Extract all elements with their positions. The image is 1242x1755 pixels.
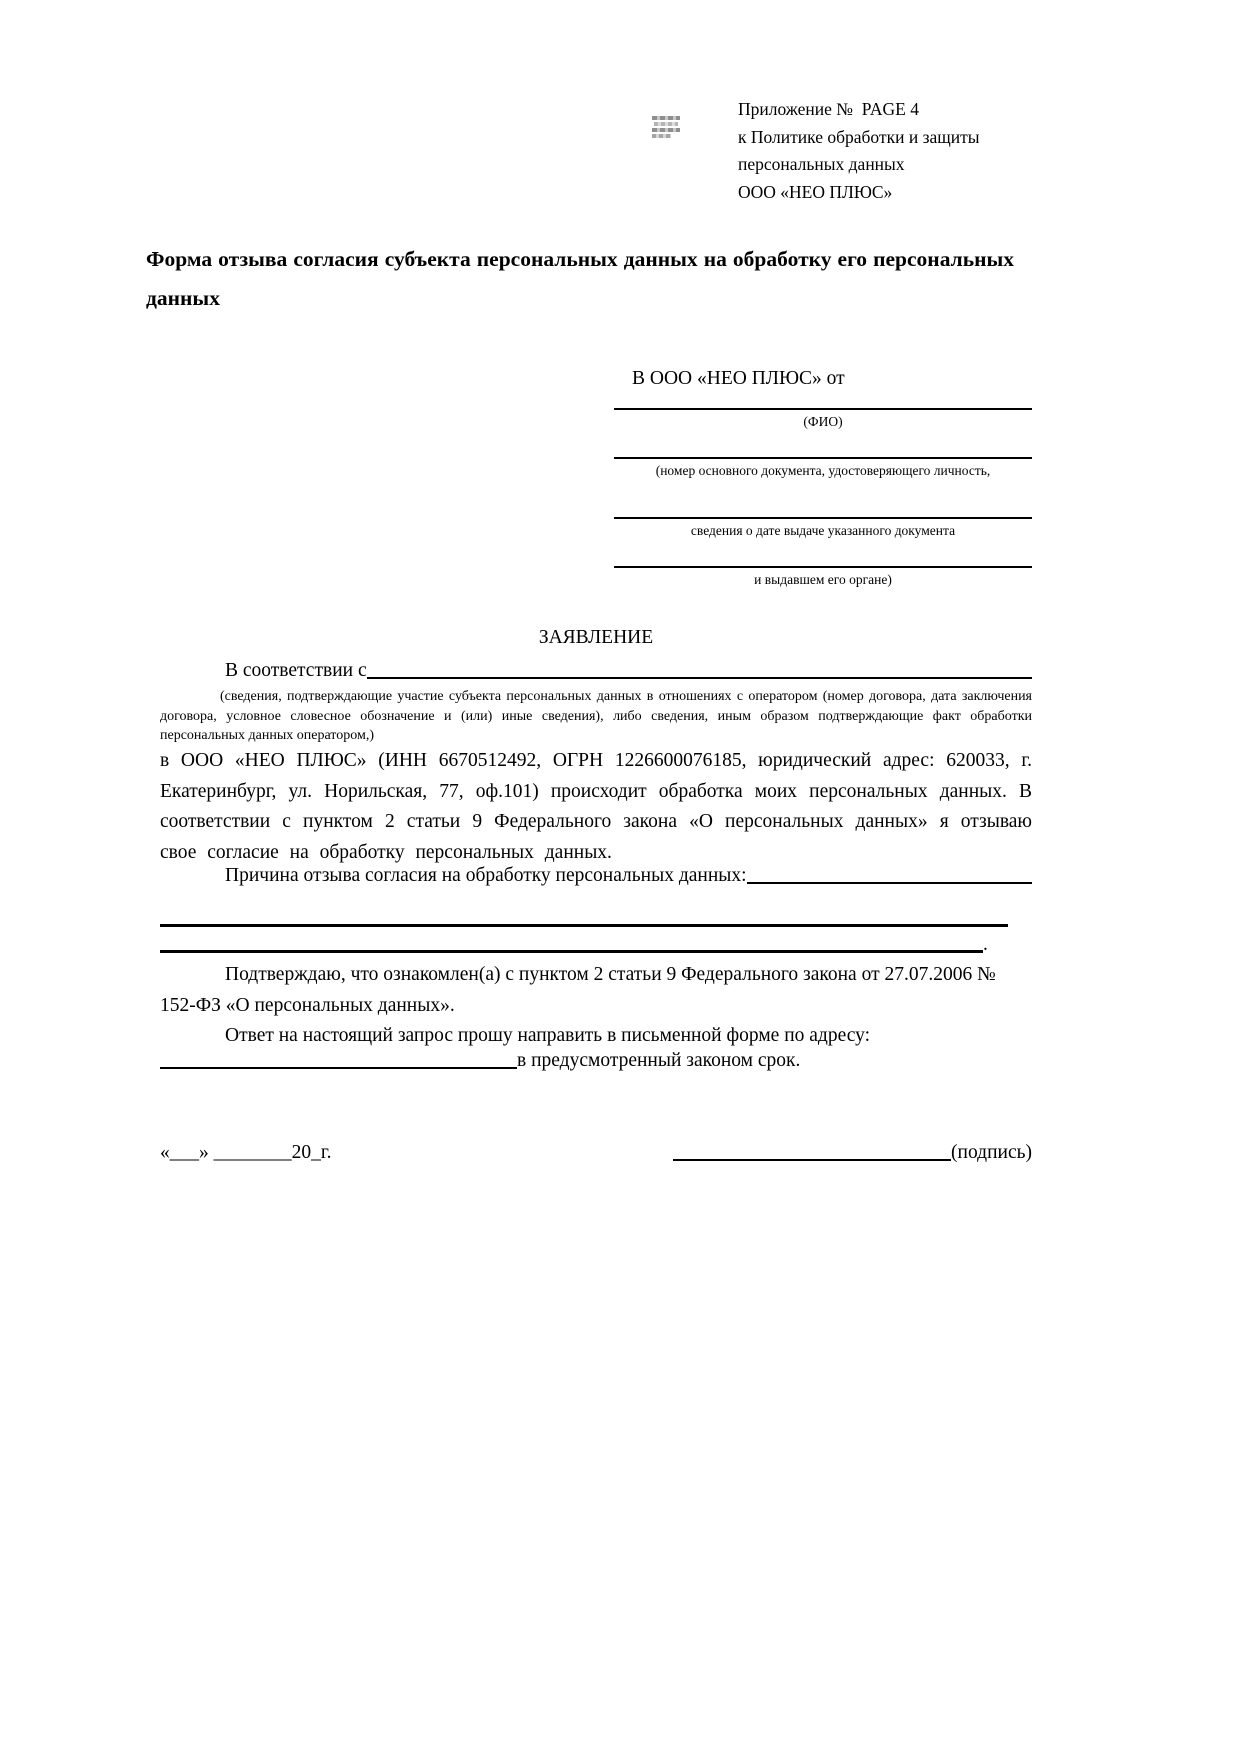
icon-stripe [654, 122, 678, 126]
icon-stripe [652, 128, 680, 132]
appendix-line-4: ООО «НЕО ПЛЮС» [738, 181, 893, 202]
signature-group [673, 1142, 1032, 1164]
issue-date-caption: сведения о дате выдаче указанного документа [690, 523, 956, 538]
intro-prefix: В соответствии с [225, 660, 367, 681]
reply-suffix: в предусмотренный законом срок. [517, 1050, 801, 1071]
reason-label: Причина отзыва согласия на обработку персональных данных: [225, 865, 747, 886]
appendix-line-3: персональных данных [738, 154, 905, 174]
fio-blank-line [614, 408, 1032, 410]
issue-date-blank-line [614, 517, 1032, 519]
reply-request-paragraph: Ответ на настоящий запрос прошу направить в письменной форме по адресу: [225, 1025, 871, 1046]
icon-stripe [652, 116, 680, 120]
reason-row [160, 865, 1032, 887]
reason-continuation-blank-line-2 [160, 950, 983, 953]
issuing-authority-blank-line [614, 566, 1032, 568]
statement-heading: ЗАЯВЛЕНИЕ [538, 627, 654, 648]
appendix-line-2: к Политике обработки и защиты [738, 126, 980, 147]
blank-terminator: . [983, 934, 988, 955]
document-number-blank-line [614, 457, 1032, 459]
appendix-line-1: Приложение № PAGE 4 [738, 99, 919, 119]
addressee-to-line: В ООО «НЕО ПЛЮС» от [632, 368, 845, 389]
fine-print-note: (сведения, подтверждающие участие субъекта персональных данных в отношениях с оператором (номер договора, дата заключения договора, условное словесное обозначение и (или) иные сведения), либо сведения, иным образом подтверждающие факт обработки персональных данных оператором,) [160, 689, 1032, 743]
appendix-block [738, 96, 1068, 206]
footer-row [160, 1142, 1032, 1164]
reply-address-row [160, 1050, 1032, 1072]
document-title: Форма отзыва согласия субъекта персональных данных на обработку его персональных данных [146, 247, 1014, 310]
statement-body: в ООО «НЕО ПЛЮС» (ИНН 6670512492, ОГРН 1226600076185, юридический адрес: 620033, г. Екатеринбург, ул. Норильская, 77, оф.101) происходит обработка моих персональных данных. В соответствии с пунктом 2 статьи 9 Федерального закона «О персональных данных» я отзываю свое согласие на обработку персональных данных. [160, 750, 1032, 863]
intro-row [160, 660, 1032, 682]
signature-caption: (подпись) [951, 1142, 1032, 1163]
icon-stripe [652, 134, 671, 138]
document-number-caption: (номер основного документа, удостоверяющего личность, [655, 463, 991, 478]
reason-continuation-blank-line-1 [160, 924, 1008, 927]
issuing-authority-caption: и выдавшем его органе) [754, 572, 892, 587]
reply-address-blank-line [160, 1067, 517, 1069]
date-blank: «___» ________20_г. [160, 1142, 332, 1163]
confirmation-paragraph: Подтверждаю, что ознакомлен(а) с пунктом 2 статьи 9 Федерального закона от 27.07.2006 № 152-ФЗ «О персональных данных». [160, 964, 996, 1016]
reason-continuation-row-2 [160, 934, 1032, 956]
reason-blank-line [747, 882, 1032, 884]
fio-caption: (ФИО) [803, 414, 843, 429]
table-lines-icon [652, 116, 680, 140]
signature-blank-line [673, 1159, 951, 1161]
addressee-block [614, 368, 1032, 587]
intro-blank-line [367, 677, 1032, 679]
